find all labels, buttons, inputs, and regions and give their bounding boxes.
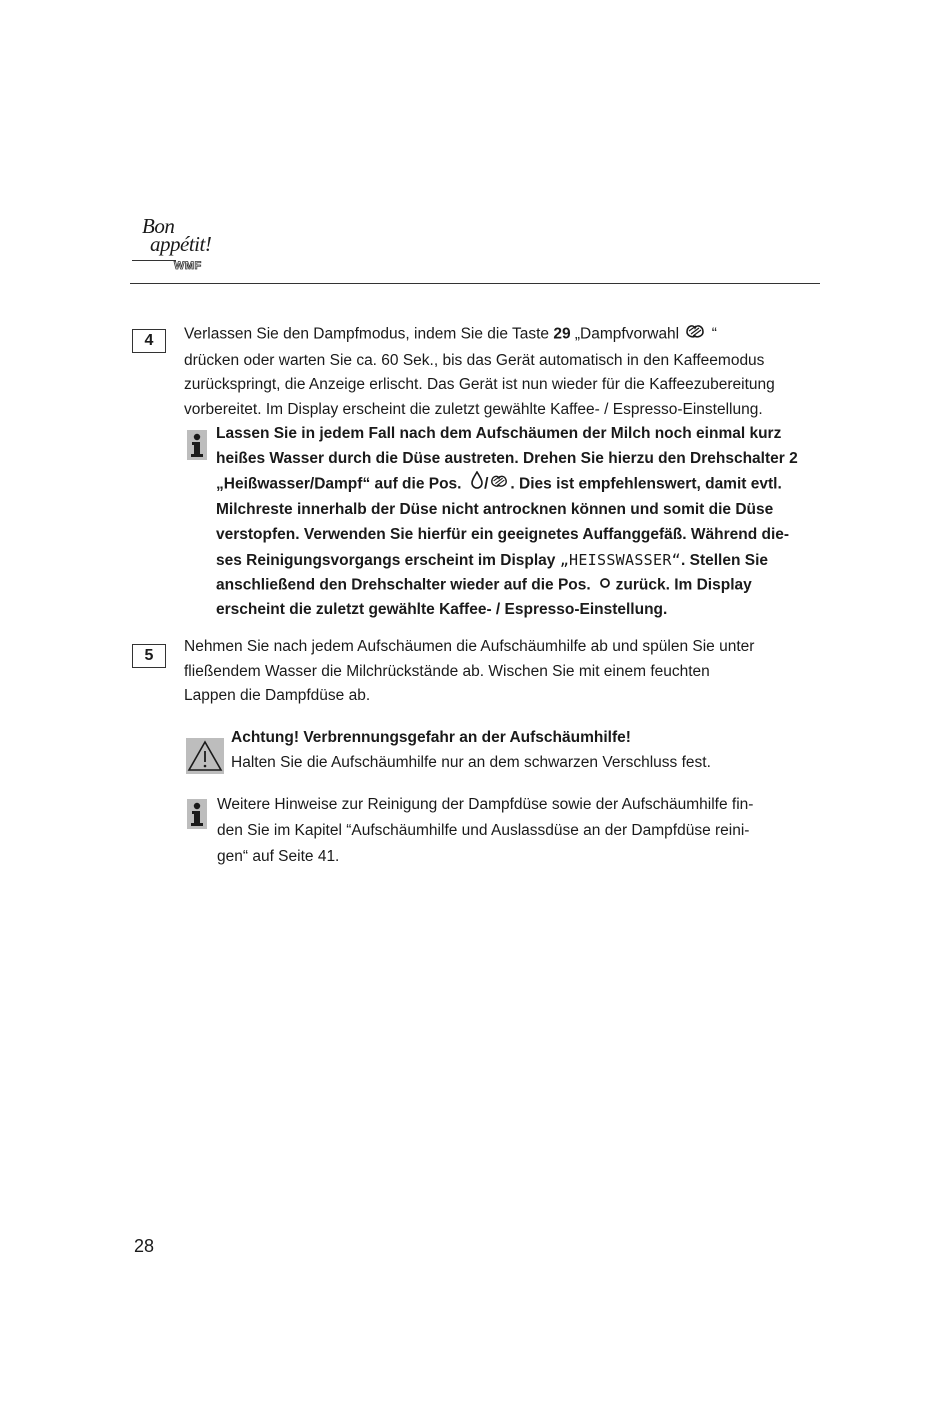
note1-line2: heißes Wasser durch die Düse austreten. Drehen Sie hierzu den Drehschalter 2: [216, 449, 798, 467]
note2-line2: den Sie im Kapitel “Aufschäumhilfe und Auslassdüse an der Dampfdüse reini-: [217, 822, 750, 839]
key-number: 29: [553, 325, 571, 343]
warning-title: Achtung! Verbrennungsgefahr an der Aufschäumhilfe!: [231, 729, 631, 746]
note1-line6: ses Reinigungsvorgangs erscheint im Display „HEISSWASSER“. Stellen Sie: [216, 550, 769, 569]
logo-underline: [132, 260, 176, 261]
step4-line1: Verlassen Sie den Dampfmodus, indem Sie die Taste 29 „Dampfvorwahl “: [184, 320, 834, 349]
step5-text: [184, 635, 834, 709]
note1-line1: Lassen Sie in jedem Fall nach dem Aufschäumen der Milch noch einmal kurz: [216, 425, 782, 442]
info-icon: [187, 799, 207, 829]
logo-line1: Bon: [142, 214, 175, 238]
logo-brand: WMF: [174, 260, 202, 272]
info-icon: [187, 430, 207, 460]
note1-text: [216, 422, 836, 623]
water-drop-icon: [470, 471, 484, 498]
step4-line4: vorbereitet. Im Display erscheint die zuletzt gewählte Kaffee- / Espresso-Einstellung.: [184, 401, 763, 419]
logo-line2: appétit!: [150, 232, 212, 256]
note1-line3: „Heißwasser/Dampf“ auf die Pos. / . Dies ist empfehlenswert, damit evtl.: [216, 471, 836, 498]
note2-line1: Weitere Hinweise zur Reinigung der Dampfdüse sowie der Aufschäumhilfe fin-: [217, 796, 754, 813]
step-number-5: 5: [132, 644, 166, 668]
note1-line4: Milchreste innerhalb der Düse nicht antrocknen können und somit die Düse: [216, 501, 774, 519]
warning-body: Halten Sie die Aufschäumhilfe nur an dem schwarzen Verschluss fest.: [231, 753, 711, 771]
brand-logo: [132, 214, 222, 280]
warning-text: [231, 726, 831, 775]
warning-triangle-icon: [186, 738, 224, 774]
note1-line5: verstopfen. Verwenden Sie hierfür ein geeignetes Auffanggefäß. Während die-: [216, 525, 790, 543]
note2-line3: gen“ auf Seite 41.: [217, 848, 340, 865]
steam-icon: [488, 471, 510, 498]
step4-text: [184, 320, 834, 423]
display-readout: „HEISSWASSER“: [559, 550, 681, 569]
note1-line7: anschließend den Drehschalter wieder auf die Pos. zurück. Im Display: [216, 573, 836, 598]
note1-line8: erscheint die zuletzt gewählte Kaffee- / Espresso-Einstellung.: [216, 601, 668, 619]
page-number: 28: [134, 1236, 155, 1256]
steam-icon: [683, 320, 707, 349]
step5-line1: Nehmen Sie nach jedem Aufschäumen die Aufschäumhilfe ab und spülen Sie unter: [184, 638, 755, 655]
note2-text: [217, 792, 837, 870]
step5-line2: fließendem Wasser die Milchrückstände ab. Wischen Sie mit einem feuchten: [184, 662, 710, 680]
step4-line3: zurückspringt, die Anzeige erlischt. Das Gerät ist nun wieder für die Kaffeezubereitung: [184, 376, 775, 394]
step5-line3: Lappen die Dampfdüse ab.: [184, 687, 371, 705]
header-rule: [130, 283, 820, 284]
step-number-4: 4: [132, 329, 166, 353]
off-position-icon: [599, 573, 611, 598]
step4-line2: drücken oder warten Sie ca. 60 Sek., bis das Gerät automatisch in den Kaffeemodus: [184, 351, 765, 369]
